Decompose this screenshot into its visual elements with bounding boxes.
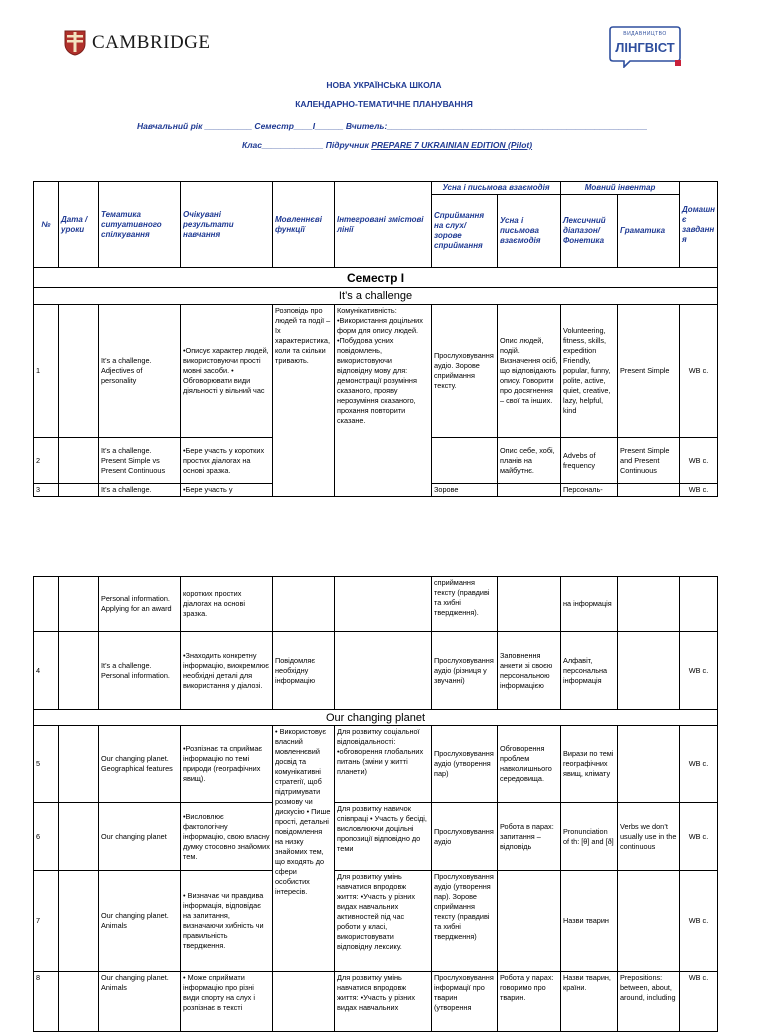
row-listening: Прослуховування аудіо. Зорове сприймання тексту.	[432, 305, 498, 438]
textbook-title: PREPARE 7 UKRAINIAN EDITION (Pilot)	[371, 140, 533, 150]
row-interaction: Робота у парах: говоримо про тварин.	[498, 972, 561, 1032]
row-results: •Описує характер людей, використовуючи прості мовні засоби. • Обговорювати види діяльності у вільний час	[181, 305, 273, 438]
col-header-homework: Домашнє завдання	[680, 182, 718, 268]
row-results: •Бере участь у коротких простих діалогах на основі зразка.	[181, 438, 273, 484]
row-num: 5	[34, 726, 59, 803]
plan-table-bottom	[33, 576, 718, 1032]
row-num: 1	[34, 305, 59, 438]
table-row	[34, 305, 718, 438]
row-grammar: Present Simple and Present Continuous	[618, 438, 680, 484]
row-listening: Зорове	[432, 484, 498, 497]
row-results: •Розпізнає та сприймає інформацію по темі природи (географічних явищ).	[181, 726, 273, 803]
col-header-date: Дата / уроки	[59, 182, 99, 268]
col-header-grammar: Граматика	[618, 195, 680, 268]
row-grammar: Prepositions: between, about, around, including	[618, 972, 680, 1032]
row-interaction: Опис людей, подій. Визначення осіб, що відповідають опису. Говорити про досягнення – свої та інших.	[498, 305, 561, 438]
row-topic: Personal information. Applying for an award	[99, 577, 181, 632]
row-integrated: Для розвитку навичок співпраці • Участь у бесіді, висловлюючи доцільні пропозиції відповідно до теми	[335, 803, 432, 871]
col-header-integrated: Інтегровані змістові лінії	[335, 182, 432, 268]
row-grammar	[618, 632, 680, 710]
row-homework: WB c.	[680, 632, 718, 710]
table-row	[34, 726, 718, 803]
row-speech	[273, 972, 335, 1032]
unit-title-planet: Our changing planet	[34, 710, 718, 726]
cambridge-logo	[64, 30, 211, 56]
cambridge-shield-icon	[64, 30, 86, 56]
row-results: коротких простих діалогах на основі зразка.	[181, 577, 273, 632]
row-interaction	[498, 577, 561, 632]
row-homework: WB c.	[680, 726, 718, 803]
row-grammar: Present Simple	[618, 305, 680, 438]
row-date	[59, 803, 99, 871]
row-interaction: Опис себе, хобі, планів на майбутнє.	[498, 438, 561, 484]
row-homework	[680, 577, 718, 632]
row-interaction: Обговорення проблем навколишнього середовища.	[498, 726, 561, 803]
table-row	[34, 972, 718, 1032]
row-lexis: Pronunciation of th: [θ] and [ð]	[561, 803, 618, 871]
row-listening	[432, 438, 498, 484]
linguist-main-text: ЛІНГВІСТ	[615, 40, 675, 55]
col-header-num: №	[34, 182, 59, 268]
row-homework: WB c.	[680, 803, 718, 871]
col-header-listening: Сприймання на слух/ зорове сприймання	[432, 195, 498, 268]
row-lexis: Назви тварин, країни.	[561, 972, 618, 1032]
row-listening: сприймання тексту (правдиві та хибні твердження).	[432, 577, 498, 632]
row-num: 6	[34, 803, 59, 871]
row-homework: WB c.	[680, 305, 718, 438]
row-topic: It’s a challenge. Present Simple vs Present Continuous	[99, 438, 181, 484]
linguist-top-text: ВИДАВНИЦТВО	[623, 31, 667, 37]
row-lexis: Вирази по темі географічних явищ, клімату	[561, 726, 618, 803]
row-interaction	[498, 484, 561, 497]
row-topic: It’s a challenge. Adjectives of personality	[99, 305, 181, 438]
row-lexis: Volunteering, fitness, skills, expedition Friendly, popular, funny, polite, active, quiet, creative, lazy, helpful, kind	[561, 305, 618, 438]
row-date	[59, 438, 99, 484]
row-num	[34, 577, 59, 632]
class-textbook-label: Клас_____________ Підручник	[242, 140, 369, 150]
row-topic: It’s a challenge. Personal information.	[99, 632, 181, 710]
linguist-logo	[604, 24, 686, 68]
row-results: •Бере участь у	[181, 484, 273, 497]
row-interaction	[498, 871, 561, 972]
col-header-interaction: Усна і письмова взаємодія	[498, 195, 561, 268]
row-results: •Знаходить конкретну інформацію, виокремлює необхідні деталі для використання у діалозі.	[181, 632, 273, 710]
row-lexis: Назви тварин	[561, 871, 618, 972]
row-grammar	[618, 484, 680, 497]
table-row	[34, 632, 718, 710]
table-row	[34, 577, 718, 632]
row-integrated: Для розвитку соціальної відповідальності: •обговорення глобальних питань (зміни у житті планети)	[335, 726, 432, 803]
row-topic: Our changing planet. Animals	[99, 871, 181, 972]
row-grammar	[618, 577, 680, 632]
row-date	[59, 305, 99, 438]
row-speech	[273, 577, 335, 632]
row-grammar	[618, 871, 680, 972]
row-homework: WB c.	[680, 438, 718, 484]
row-topic: Our changing planet. Geographical features	[99, 726, 181, 803]
col-header-lexis: Лексичний діапазон/ Фонетика	[561, 195, 618, 268]
row-integrated	[335, 632, 432, 710]
row-results: • Визначає чи правдива інформація, відповідає на запитання, визначаючи хибність чи правильність твердження.	[181, 871, 273, 972]
row-grammar: Verbs we don’t usually use in the continuous	[618, 803, 680, 871]
row-num: 2	[34, 438, 59, 484]
row-topic: Our changing planet. Animals	[99, 972, 181, 1032]
semester-title: Семестр І	[34, 268, 718, 288]
row-interaction: Робота в парах: запитання – відповідь	[498, 803, 561, 871]
col-header-inventory-group: Мовний інвентар	[561, 182, 680, 195]
row-speech: Розповідь про людей та події – їх характеристика, коли та скільки тривають.	[273, 305, 335, 497]
row-num: 4	[34, 632, 59, 710]
row-topic: Our changing planet	[99, 803, 181, 871]
col-header-oral-group: Усна і письмова взаємодія	[432, 182, 561, 195]
header-plan-title: КАЛЕНДАРНО-ТЕМАТИЧНЕ ПЛАНУВАННЯ	[295, 99, 473, 109]
row-num: 8	[34, 972, 59, 1032]
header-class-textbook	[242, 140, 532, 150]
col-header-results: Очікувані результати навчання	[181, 182, 273, 268]
col-header-speech: Мовленнєві функції	[273, 182, 335, 268]
plan-table-top	[33, 181, 718, 497]
row-homework: WB c.	[680, 484, 718, 497]
row-date	[59, 972, 99, 1032]
row-listening: Прослуховування аудіо	[432, 803, 498, 871]
row-speech: • Використовує власний мовленнєвий досвід та комунікативні стратегії, щоб підтримувати розмову чи дискусію • Пише прості, детальні повідомлення на низку знайомих тем, що входять до сфери особистих інтересів.	[273, 726, 335, 972]
header-school: НОВА УКРАЇНСЬКА ШКОЛА	[326, 80, 442, 90]
table-row	[34, 803, 718, 871]
row-lexis: на інформація	[561, 577, 618, 632]
row-results: •Висловлює фактологічну інформацію, свою власну думку стосовно знайомих тем.	[181, 803, 273, 871]
row-num: 3	[34, 484, 59, 497]
row-homework: WB c.	[680, 871, 718, 972]
row-date	[59, 484, 99, 497]
row-integrated	[335, 577, 432, 632]
row-integrated: Комунікативність: •Використання доцільних форм для опису людей. •Побудова усних повідомлень, використовуючи відповідну мову для: демонстрації розуміння сказаного, прояву нерозуміння сказаного, прохання повторити сказане.	[335, 305, 432, 497]
row-lexis: Advebs of frequency	[561, 438, 618, 484]
header-year-semester-teacher: Навчальний рік __________ Семестр____I______ Вчитель:_______________________________________________________	[137, 121, 648, 131]
row-homework: WB c.	[680, 972, 718, 1032]
row-listening: Прослуховування аудіо (різниця у звучанні)	[432, 632, 498, 710]
row-listening: Прослуховування аудіо (утворення пар). Зорове сприймання тексту (правдиві та хибні твердження)	[432, 871, 498, 972]
row-lexis: Персональ-	[561, 484, 618, 497]
unit-title-challenge: It’s a challenge	[34, 288, 718, 305]
row-grammar	[618, 726, 680, 803]
row-listening: Прослуховування інформації про тварин (утворення	[432, 972, 498, 1032]
col-header-topic: Тематика ситуативного спілкування	[99, 182, 181, 268]
row-date	[59, 577, 99, 632]
row-date	[59, 726, 99, 803]
row-results: • Може сприймати інформацію про різні види спорту на слух і розпізнає в тексті	[181, 972, 273, 1032]
row-lexis: Алфавіт, персональна інформація	[561, 632, 618, 710]
row-date	[59, 871, 99, 972]
row-interaction: Заповнення анкети зі своєю персональною інформацією	[498, 632, 561, 710]
row-num: 7	[34, 871, 59, 972]
row-listening: Прослуховування аудіо (утворення пар)	[432, 726, 498, 803]
row-integrated: Для розвитку умінь навчатися впродовж життя: •Участь у різних видах навчальних активностей під час роботи у класі, використовувати відповідну лексику.	[335, 871, 432, 972]
cambridge-wordmark: CAMBRIDGE	[92, 32, 211, 53]
row-integrated: Для розвитку умінь навчатися впродовж життя: •Участь у різних видах навчальних	[335, 972, 432, 1032]
row-topic: It’s a challenge.	[99, 484, 181, 497]
row-speech: Повідомляє необхідну інформацію	[273, 632, 335, 710]
table-row	[34, 871, 718, 972]
row-date	[59, 632, 99, 710]
